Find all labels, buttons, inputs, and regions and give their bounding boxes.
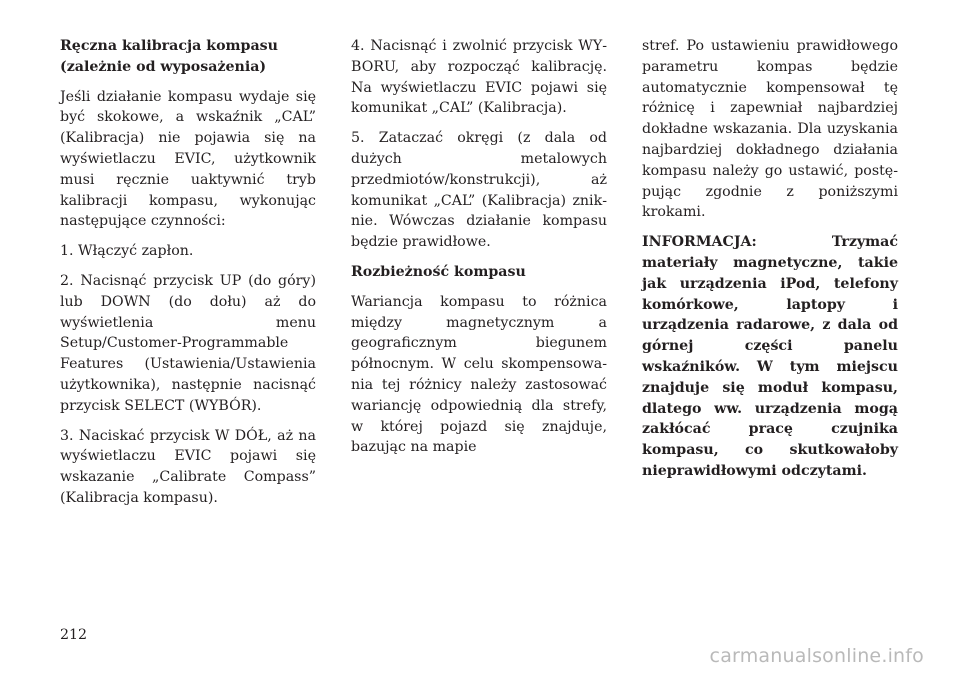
step-1: 1. Włączyć zapłon. xyxy=(60,243,194,260)
column-left xyxy=(60,36,316,518)
column-right xyxy=(642,36,898,491)
watermark-text: carmanualsonline.info xyxy=(709,645,924,667)
page-number: 212 xyxy=(60,627,88,643)
heading-line-2: (zależnie od wyposażenia) xyxy=(60,58,267,75)
variance-paragraph: Wariancja kompasu to różnica między magnetycznym a geograficznym biegunem północnym. W celu skompensowania tej różnicy należy zastosować wariancję odpowiednią dla strefy, w której pojazd się znajduje, bazując na mapie xyxy=(351,293,607,456)
variance-paragraph-continued: stref. Po ustawieniu prawidłowego parametru kompas będzie automatycznie kompensował tę różnicę i zapewniał najbardziej dokładne wskazania. Dla uzyskania najbardziej dokładnego działania kompasu należy go ustawić, postępując zgodnie z poniższymi krokami. xyxy=(642,38,898,221)
step-5: 5. Zataczać okręgi (z dala od dużych metalowych przedmiotów/konstrukcji), aż komunikat „CAL” (Kalibracja) zniknie. Wówczas działanie kompasu będzie prawidłowe. xyxy=(351,130,607,251)
column-middle xyxy=(351,36,607,467)
step-4: 4. Nacisnąć i zwolnić przycisk WYBORU, aby rozpocząć kalibrację. Na wyświetlaczu EVIC pojawi się komunikat „CAL” (Kalibracja). xyxy=(351,38,607,117)
information-note: INFORMACJA: Trzymać materiały magnetyczne, takie jak urządzenia iPod, telefony komórkowe, laptopy i urządzenia radarowe, z dala od górnej części panelu wskaźników. W tym miejscu znajduje się moduł kompasu, dlatego ww. urządzenia mogą zakłócać pracę czujnika kompasu, co skutkowałoby nieprawidłowymi odczytami. xyxy=(642,234,898,479)
step-2: 2. Nacisnąć przycisk UP (do góry) lub DOWN (do dołu) aż do wyświetlenia menu Setup/Customer-Programmable Features (Ustawienia/Ustawienia użytkownika), następnie nacisnąć przycisk SELECT (WYBÓR). xyxy=(60,272,316,414)
step-3: 3. Naciskać przycisk W DÓŁ, aż na wyświetlaczu EVIC pojawi się wskazanie „Calibrate Compass” (Kalibracja kompasu). xyxy=(60,427,316,506)
heading-line-1: Ręczna kalibracja kompasu xyxy=(60,38,278,54)
section-heading-manual-calibration xyxy=(60,36,316,78)
section-heading-compass-variance: Rozbieżność kompasu xyxy=(351,263,526,280)
intro-paragraph: Jeśli działanie kompasu wydaje się być skokowe, a wskaźnik „CAL” (Kalibracja) nie pojawia się na wyświetlaczu EVIC, użytkownik musi ręcznie uaktywnić tryb kalibracji kompasu, wykonując następujące czynności: xyxy=(60,88,316,230)
